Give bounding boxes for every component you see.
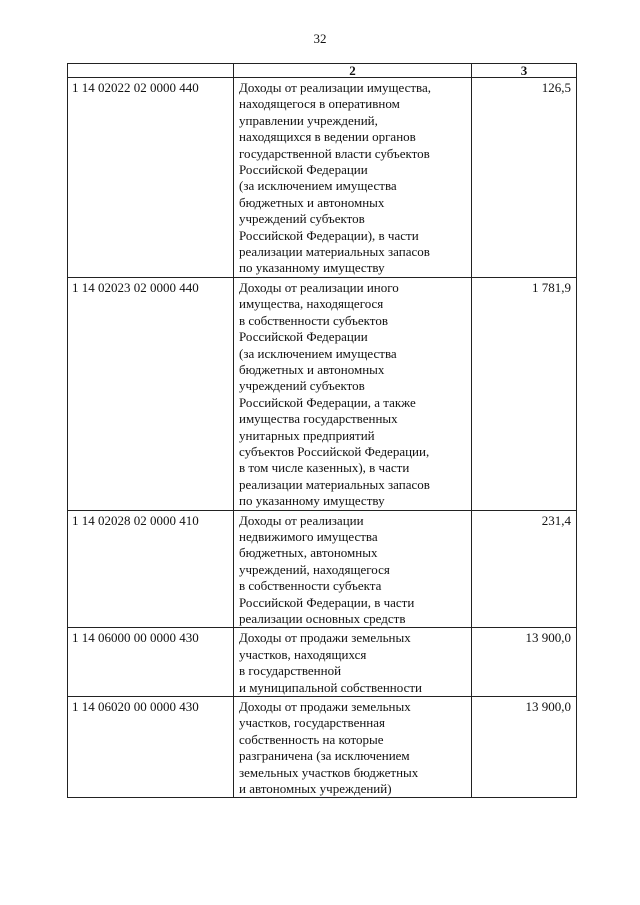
description-line: находящихся в ведении органов bbox=[239, 129, 416, 145]
table-body bbox=[68, 78, 577, 798]
description-line: в том числе казенных), в части bbox=[239, 460, 410, 476]
revenue-code: 1 14 06000 00 0000 430 bbox=[68, 628, 234, 697]
revenue-amount: 231,4 bbox=[472, 510, 577, 628]
description-line: находящегося в оперативном bbox=[239, 96, 400, 112]
description-line: бюджетных и автономных bbox=[239, 194, 385, 210]
description-line: Российской Федерации), в части bbox=[239, 227, 419, 243]
revenue-amount: 13 900,0 bbox=[472, 697, 577, 798]
table-row bbox=[68, 78, 577, 278]
description-line: разграничена (за исключением bbox=[239, 748, 410, 764]
description-line: земельных участков бюджетных bbox=[239, 764, 419, 780]
revenue-description bbox=[234, 628, 472, 697]
description-line: реализации материальных запасов bbox=[239, 244, 430, 260]
description-line: реализации основных средств bbox=[239, 611, 406, 626]
description-line: недвижимого имущества bbox=[239, 528, 378, 544]
description-line: (за исключением имущества bbox=[239, 345, 397, 361]
description-line: и муниципальной собственности bbox=[239, 679, 422, 695]
description-line: Доходы от реализации иного bbox=[239, 279, 399, 295]
description-line: управлении учреждений, bbox=[239, 112, 378, 128]
revenue-code: 1 14 02023 02 0000 440 bbox=[68, 277, 234, 510]
description-line: по указанному имуществу bbox=[239, 260, 385, 276]
description-line: (за исключением имущества bbox=[239, 178, 397, 194]
revenue-amount: 1 781,9 bbox=[472, 277, 577, 510]
header-col-3: 3 bbox=[472, 64, 577, 78]
description-line: собственность на которые bbox=[239, 731, 384, 747]
description-line: реализации материальных запасов bbox=[239, 476, 430, 492]
revenue-amount: 13 900,0 bbox=[472, 628, 577, 697]
table-row bbox=[68, 277, 577, 510]
description-line: Российской Федерации bbox=[239, 162, 368, 178]
description-line: Российской Федерации, а также bbox=[239, 394, 416, 410]
header-col-2: 2 bbox=[234, 64, 472, 78]
table-row bbox=[68, 628, 577, 697]
description-line: имущества, находящегося bbox=[239, 296, 384, 312]
description-line: участков, находящихся bbox=[239, 646, 367, 662]
description-line: Доходы от реализации имущества, bbox=[239, 80, 432, 95]
description-line: Доходы от продажи земельных bbox=[239, 699, 411, 715]
table-row bbox=[68, 510, 577, 628]
table-header-row bbox=[68, 64, 577, 78]
description-line: бюджетных, автономных bbox=[239, 545, 378, 561]
description-line: в государственной bbox=[239, 663, 342, 679]
description-line: Российской Федерации, в части bbox=[239, 594, 415, 610]
description-line: бюджетных и автономных bbox=[239, 361, 385, 377]
revenue-description bbox=[234, 697, 472, 798]
page-number: 32 bbox=[313, 31, 327, 46]
revenue-description bbox=[234, 277, 472, 510]
revenue-amount: 126,5 bbox=[472, 78, 577, 278]
description-line: в собственности субъектов bbox=[239, 312, 388, 328]
description-line: по указанному имуществу bbox=[239, 493, 385, 509]
description-line: Российской Федерации bbox=[239, 329, 368, 345]
description-line: и автономных учреждений) bbox=[239, 781, 392, 797]
revenue-description bbox=[234, 510, 472, 628]
description-line: имущества государственных bbox=[239, 411, 398, 427]
revenue-code: 1 14 02022 02 0000 440 bbox=[68, 78, 234, 278]
description-line: учреждений субъектов bbox=[239, 378, 365, 394]
description-line: государственной власти субъектов bbox=[239, 145, 430, 161]
description-line: учреждений, находящегося bbox=[239, 561, 390, 577]
description-line: учреждений субъектов bbox=[239, 211, 365, 227]
description-line: в собственности субъекта bbox=[239, 578, 382, 594]
table-row bbox=[68, 697, 577, 798]
header-col-1 bbox=[68, 64, 234, 78]
revenue-table bbox=[67, 63, 577, 798]
revenue-code: 1 14 02028 02 0000 410 bbox=[68, 510, 234, 628]
revenue-code: 1 14 06020 00 0000 430 bbox=[68, 697, 234, 798]
description-line: участков, государственная bbox=[239, 715, 385, 731]
description-line: Доходы от продажи земельных bbox=[239, 630, 411, 646]
description-line: субъектов Российской Федерации, bbox=[239, 443, 430, 459]
description-line: Доходы от реализации bbox=[239, 512, 364, 528]
description-line: унитарных предприятий bbox=[239, 427, 375, 443]
revenue-description bbox=[234, 78, 472, 278]
